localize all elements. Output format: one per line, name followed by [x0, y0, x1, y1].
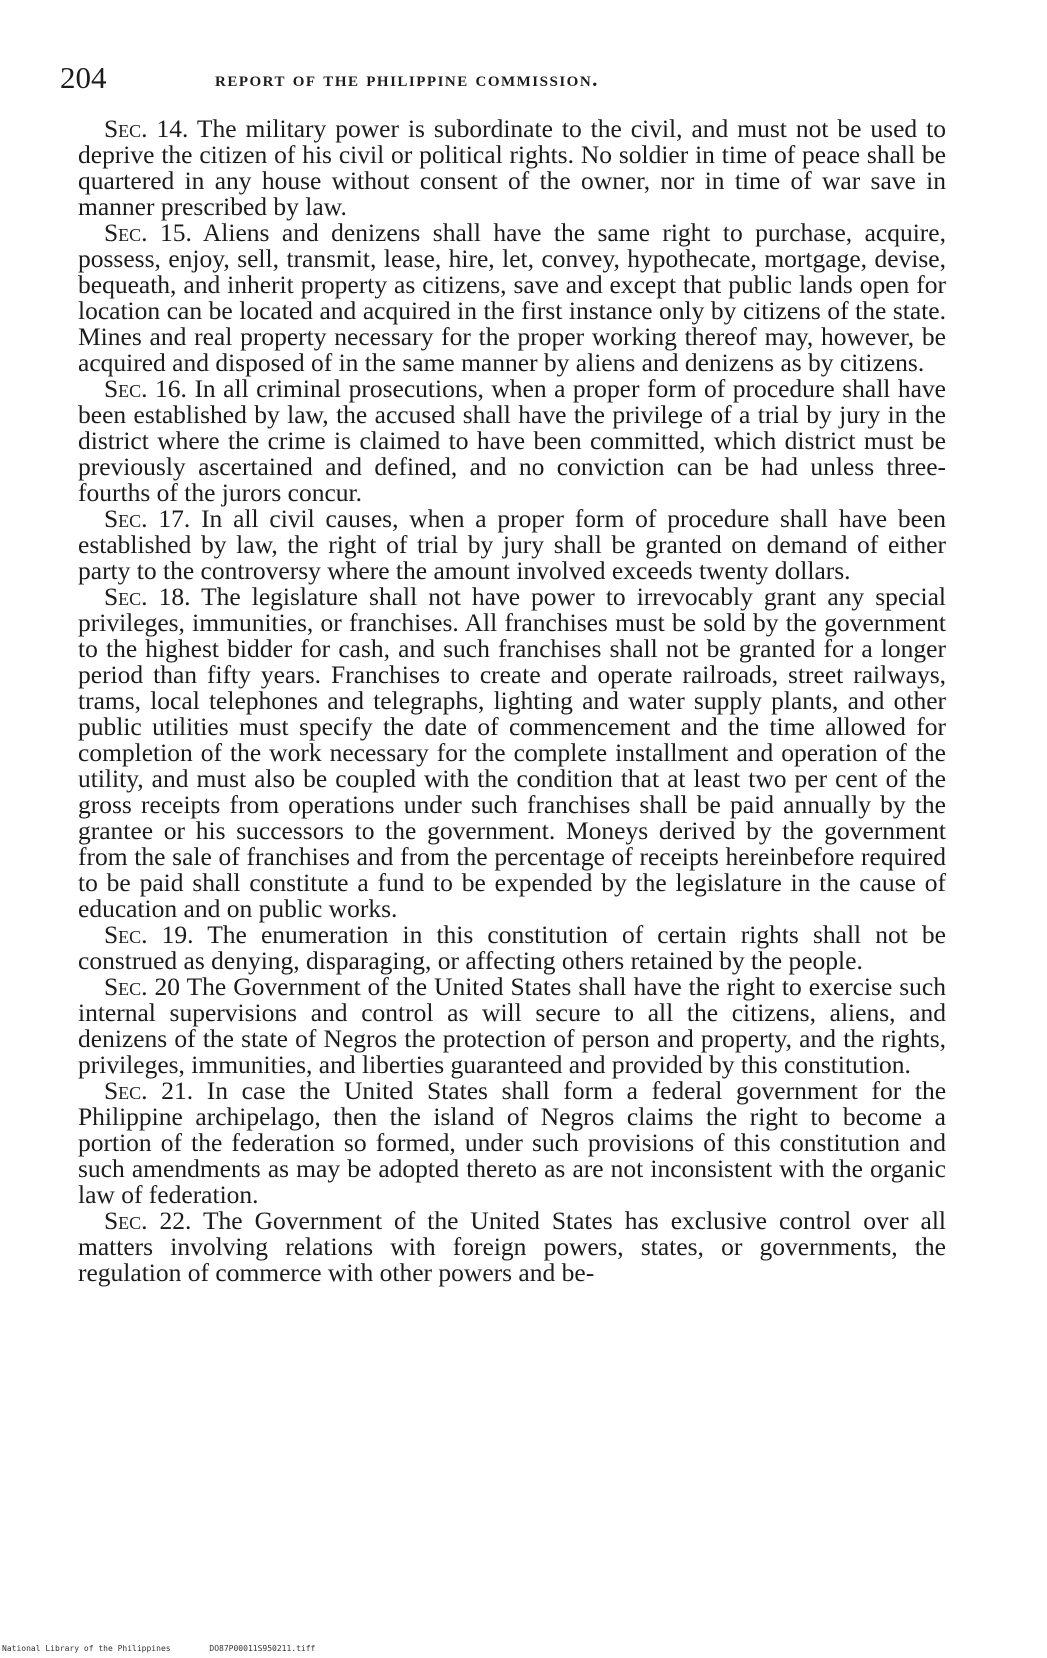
section-label: Sec. 15. [104, 218, 192, 247]
section-22 [78, 1208, 946, 1286]
body-text [78, 116, 946, 1286]
section-text: The Government of the United States shall have the right to exercise such internal supervisions and control as will secure to all the citizens, aliens, and denizens of the state of Negros the protection of person and property, and the rights, privileges, immunities, and liberties guaranteed and provided by this constitution. [78, 972, 946, 1079]
page-number: 204 [60, 60, 107, 95]
footer-library: National Library of the Philippines [2, 1644, 171, 1653]
section-text: The legislature shall not have power to irrevocably grant any special privileges, immunities, or franchises. All franchises must be sold by the government to the highest bidder for cash, and such franchises shall not be granted for a longer period than fifty years. Franchises to create and operate railroads, street railways, trams, local telephones and telegraphs, lighting and water supply plants, and other public utilities must specify the date of commencement and the time allowed for completion of the work necessary for the complete installment and operation of the utility, and must also be coupled with the condition that at least two per cent of the gross receipts from operations under such franchises shall be paid annually by the grantee or his successors to the government. Moneys derived by the government from the sale of franchises and from the percentage of receipts hereinbefore required to be paid shall constitute a fund to be expended by the legislature in the cause of education and on public works. [78, 582, 946, 923]
scan-footer [2, 1644, 315, 1654]
section-label: Sec. 19. [104, 920, 194, 949]
footer-file: DO87P00011S950211.tiff [209, 1644, 316, 1653]
section-18 [78, 584, 946, 922]
section-21 [78, 1078, 946, 1208]
section-text: In all civil causes, when a proper form of procedure shall have been established by law, the right of trial by jury shall be granted on demand of either party to the controversy where the amount involved exceeds twenty dollars. [78, 504, 947, 585]
section-15 [78, 220, 946, 376]
section-label: Sec. 16. [104, 374, 187, 403]
section-16 [78, 376, 946, 506]
section-text: The Government of the United States has exclusive control over all matters involving relations with foreign powers, states, or governments, the regulation of commerce with other powers and be- [78, 1206, 946, 1287]
section-label: Sec. 22. [104, 1206, 192, 1235]
running-head [60, 58, 960, 98]
section-17 [78, 506, 946, 584]
section-20 [78, 974, 946, 1078]
section-14 [78, 116, 946, 220]
section-text: The military power is subordinate to the civil, and must not be used to deprive the citizen of his civil or political rights. No soldier in time of peace shall be quartered in any house without consent of the owner, nor in time of war save in manner prescribed by law. [78, 114, 946, 221]
section-label: Sec. 14. [104, 114, 189, 143]
section-text: In all criminal prosecutions, when a proper form of procedure shall have been established by law, the accused shall have the privilege of a trial by jury in the district where the crime is claimed to have been committed, which district must be previously ascertained and defined, and no conviction can be had unless three-fourths of the jurors concur. [78, 374, 946, 507]
running-title: report of the philippine commission. [215, 67, 599, 91]
section-label: Sec. 17. [104, 504, 191, 533]
section-text: In case the United States shall form a federal government for the Philippine archipelago, then the island of Negros claims the right to become a portion of the federation so formed, under such provisions of this constitution and such amendments as may be adopted thereto as are not inconsistent with the organic law of federation. [78, 1076, 947, 1209]
section-label: Sec. 18. [104, 582, 191, 611]
section-label: Sec. 21. [104, 1076, 194, 1105]
section-label: Sec. 20 [104, 972, 181, 1001]
section-19 [78, 922, 946, 974]
section-text: Aliens and denizens shall have the same right to purchase, acquire, possess, enjoy, sell, transmit, lease, hire, let, convey, hypothecate, mortgage, devise, bequeath, and inherit property as citizens, save and except that public lands open for location can be located and acquired in the first instance only by citizens of the state. Mines and real property necessary for the proper working thereof may, however, be acquired and disposed of in the same manner by aliens and denizens as by citizens. [78, 218, 946, 377]
section-text: The enumeration in this constitution of certain rights shall not be construed as denying, disparaging, or affecting others retained by the people. [78, 920, 946, 975]
